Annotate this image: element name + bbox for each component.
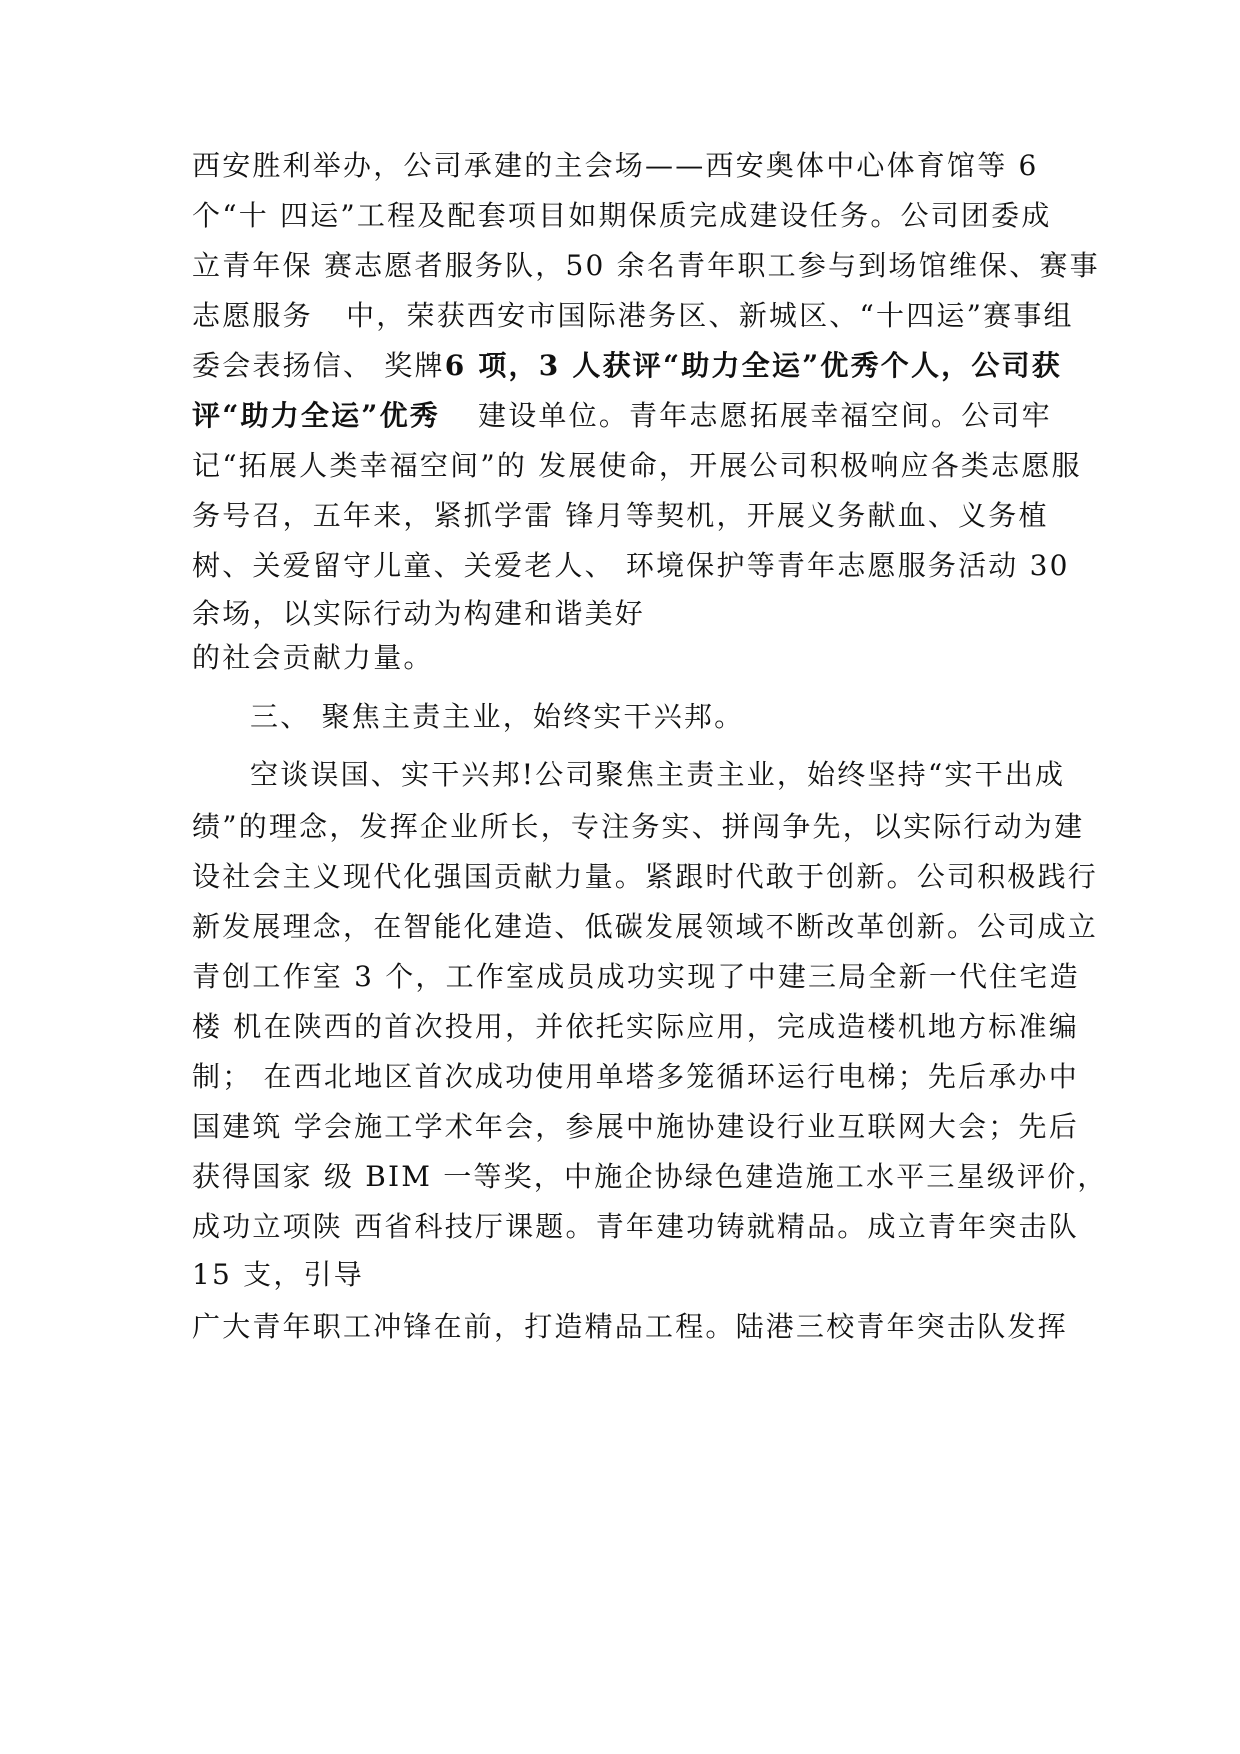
text-line-14: 绩”的理念，发挥企业所长，专注务实、拼闯争先，以实际行动为建 [192, 810, 1085, 843]
text-line-22: 成功立项陕 西省科技厅课题。青年建功铸就精品。成立青年突击队 [192, 1210, 1079, 1243]
text-line-24: 广大青年职工冲锋在前，打造精品工程。陆港三校青年突击队发挥 [192, 1310, 1068, 1343]
text-line-11: 的社会贡献力量。 [192, 641, 434, 674]
text-line-5-bold: 6 项，3 人获评“助力全运”优秀个人，公司获 [444, 349, 1062, 382]
text-line-5-normal: 委会表扬信、 奖牌 [192, 349, 445, 382]
section-heading: 三、 聚焦主责主业，始终实干兴邦。 [250, 700, 745, 733]
text-line-3: 立青年保 赛志愿者服务队，50 余名青年职工参与到场馆维保、赛事 [192, 249, 1100, 282]
text-line-1: 西安胜利举办，公司承建的主会场——西安奥体中心体育馆等 6 [192, 149, 1039, 182]
text-line-15: 设社会主义现代化强国贡献力量。紧跟时代敢于创新。公司积极践行 [192, 860, 1099, 893]
text-line-21: 获得国家 级 BIM 一等奖，中施企协绿色建造施工水平三星级评价， [192, 1160, 1108, 1193]
text-line-19: 制； 在西北地区首次成功使用单塔多笼循环运行电梯；先后承办中 [192, 1060, 1079, 1093]
text-line-17: 青创工作室 3 个，工作室成员成功实现了中建三局全新一代住宅造 [192, 960, 1080, 993]
text-line-9: 树、关爱留守儿童、关爱老人、 环境保护等青年志愿服务活动 30 [192, 549, 1070, 582]
text-line-4: 志愿服务 中，荣获西安市国际港务区、新城区、“十四运”赛事组 [192, 299, 1074, 332]
text-line-7: 记“拓展人类幸福空间”的 发展使命，开展公司积极响应各类志愿服 [192, 449, 1082, 482]
text-line-6-bold: 评“助力全运”优秀 [192, 399, 441, 432]
text-line-2: 个“十 四运”工程及配套项目如期保质完成建设任务。公司团委成 [192, 199, 1052, 232]
text-line-10: 余场，以实际行动为构建和谐美好 [192, 597, 646, 630]
text-line-18: 楼 机在陕西的首次投用，并依托实际应用，完成造楼机地方标准编 [192, 1010, 1079, 1043]
text-line-13: 空谈误国、实干兴邦!公司聚焦主责主业，始终坚持“实干出成 [250, 758, 1066, 791]
text-line-20: 国建筑 学会施工学术年会，参展中施协建设行业互联网大会；先后 [192, 1110, 1079, 1143]
text-line-6-normal: 建设单位。青年志愿拓展幸福空间。公司牢 [478, 399, 1052, 432]
text-line-5 [192, 346, 1072, 386]
text-line-6 [192, 396, 1072, 436]
text-line-16: 新发展理念，在智能化建造、低碳发展领域不断改革创新。公司成立 [192, 910, 1099, 943]
text-line-23: 15 支，引导 [192, 1258, 364, 1291]
text-line-8: 务号召，五年来，紧抓学雷 锋月等契机，开展义务献血、义务植 [192, 499, 1049, 532]
